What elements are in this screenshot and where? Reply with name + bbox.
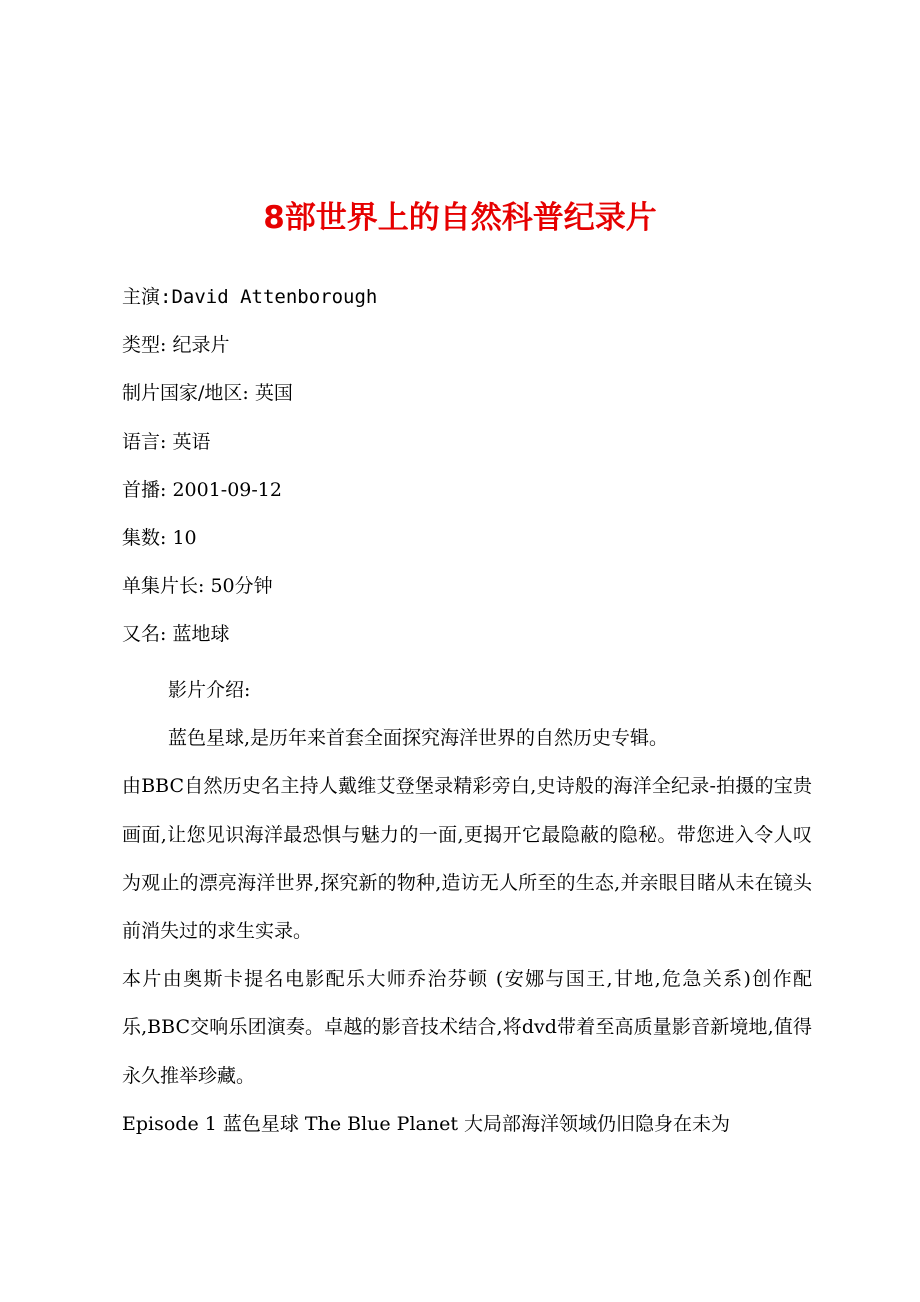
meta-runtime: 单集片长: 50分钟 [122, 575, 273, 598]
meta-starring: 主演:David Attenborough [122, 286, 378, 308]
meta-genre: 类型: 纪录片 [122, 334, 230, 357]
intro-heading: 影片介绍: [168, 679, 251, 701]
intro-paragraph: 蓝色星球,是历年来首套全面探究海洋世界的自然历史专辑。 [168, 727, 669, 750]
meta-episodes: 集数: 10 [122, 526, 197, 549]
film-metadata-list [122, 282, 822, 668]
film-introduction [122, 666, 812, 1148]
episode-paragraph: Episode 1 蓝色星球 The Blue Planet 大局部海洋领域仍旧隐身在未为 [122, 1112, 731, 1135]
meta-language: 语言: 英语 [122, 430, 211, 453]
page-title: 8部世界上的自然科普纪录片 [263, 200, 657, 236]
music-paragraph: 本片由奥斯卡提名电影配乐大师乔治芬顿 (安娜与国王,甘地,危急关系)创作配乐,BBC交响乐团演奏。卓越的影音技术结合,将dvd带着至高质量影音新境地,值得永久推举珍藏。 [122, 968, 812, 1087]
meta-aka: 又名: 蓝地球 [122, 623, 230, 646]
meta-country: 制片国家/地区: 英国 [122, 382, 293, 405]
meta-premiere: 首播: 2001-09-12 [122, 478, 282, 501]
narration-paragraph: 由BBC自然历史名主持人戴维艾登堡录精彩旁白,史诗般的海洋全纪录-拍摄的宝贵画面,让您见识海洋最恐惧与魅力的一面,更揭开它最隐蔽的隐秘。带您进入令人叹为观止的漂亮海洋世界,探究新的物种,造访无人所至的生态,并亲眼目睹从未在镜头前消失过的求生实录。 [122, 775, 812, 943]
